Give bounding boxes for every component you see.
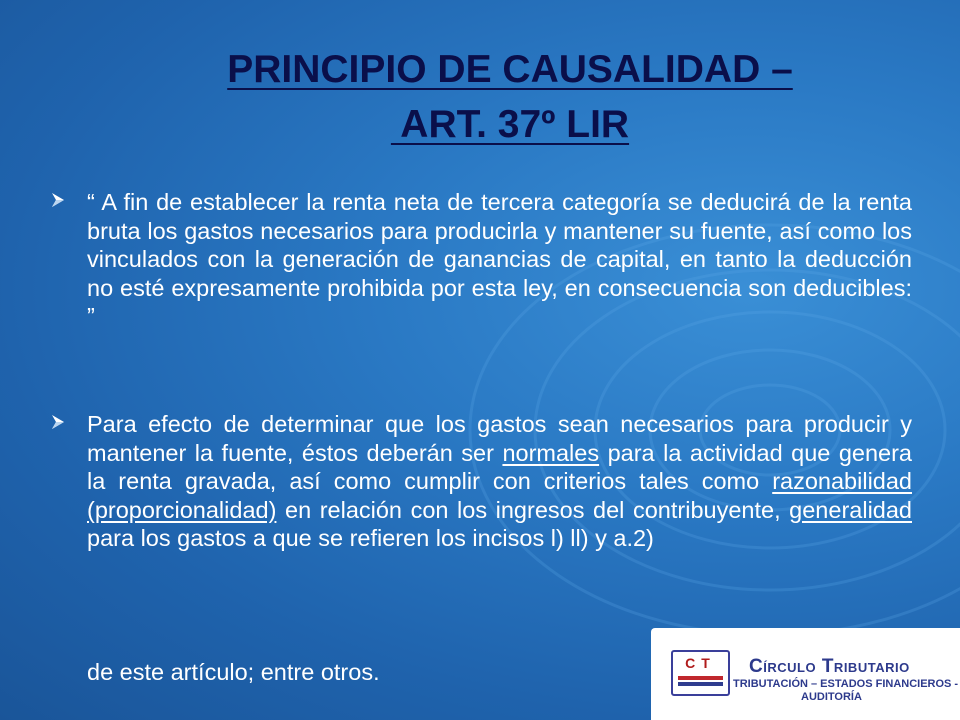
- underlined-term-generalidad: generalidad: [789, 496, 912, 523]
- title-line-2: ART. 37º LIR: [390, 103, 630, 146]
- continuation-text: de este artículo; entre otros.: [87, 659, 380, 685]
- arrow-bullet-icon: [50, 191, 68, 209]
- underlined-term-razonabilidad: razonabilidad (proporcionalidad): [87, 468, 912, 523]
- bullet-text-2: [87, 410, 912, 553]
- logo-tagline-2: AUDITORÍA: [801, 691, 862, 703]
- circulo-tributario-logo: [651, 628, 960, 720]
- title-line-1: PRINCIPIO DE CAUSALIDAD –: [227, 48, 793, 91]
- slide-title: [150, 42, 870, 152]
- logo-tagline-1: TRIBUTACIÓN – ESTADOS FINANCIEROS -: [733, 678, 959, 690]
- bullet-item-1: [50, 188, 912, 331]
- ct-logo-mark: [671, 650, 730, 696]
- logo-letters: CT: [685, 655, 716, 671]
- bullet2-text-part: para los gastos a que se refieren los incisos l) ll) y a.2): [87, 525, 654, 551]
- bullet2-text-part: para la actividad que genera la renta gravada, así como cumplir con criterios tales como: [87, 439, 912, 494]
- underlined-term-normales: normales: [502, 439, 600, 466]
- logo-name: Círculo Tributario: [749, 656, 910, 677]
- bullet2-text-part: en relación con los ingresos del contribuyente,: [276, 496, 790, 523]
- logo-blue-bar: [678, 682, 723, 686]
- arrow-bullet-icon: [50, 413, 68, 431]
- bullet2-text-part: Para efecto de determinar que los gastos sean necesarios para producir y mantener la fuente, éstos deberán ser: [87, 411, 912, 466]
- logo-red-bar: [678, 676, 723, 680]
- bullet-item-2: [50, 410, 912, 553]
- bullet-text-1: “ A fin de establecer la renta neta de tercera categoría se deducirá de la renta bruta los gastos necesarios para producirla y mantener su fuente, así como los vinculados con la generación de ganancias de capital, en tanto la deducción no esté expresamente prohibida por esta ley, en consecuencia son deducibles: ”: [87, 189, 912, 329]
